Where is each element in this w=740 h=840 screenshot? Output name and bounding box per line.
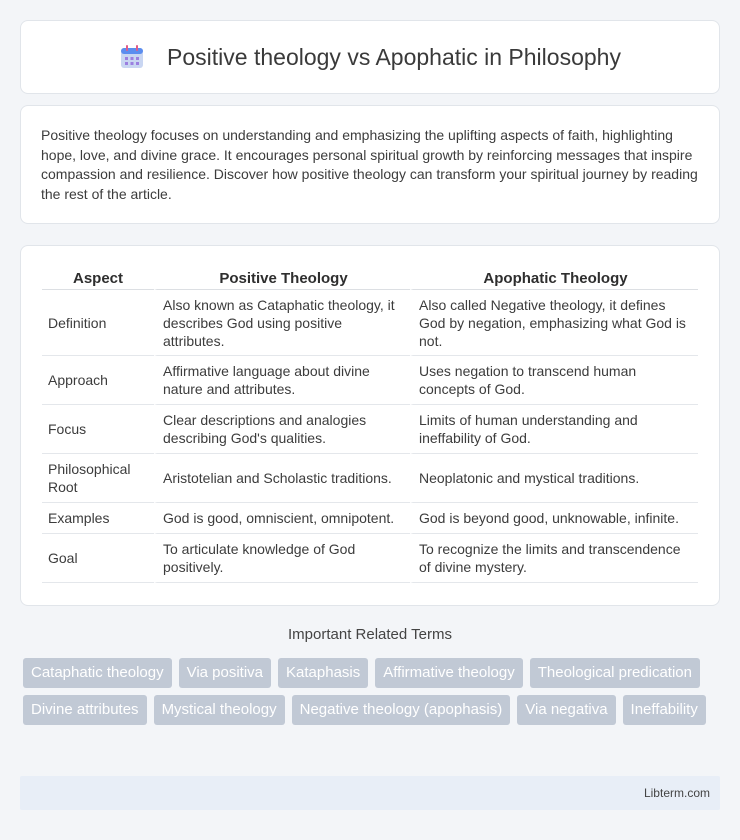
related-term-tag[interactable]: Affirmative theology [375,658,522,688]
table-row [42,290,698,356]
table-cell-aspect: Goal [42,534,154,583]
table-row [42,503,698,534]
related-term-tag[interactable]: Mystical theology [154,695,285,725]
comparison-table [42,266,698,583]
column-header-aspect: Aspect [42,266,154,290]
footer [20,776,720,810]
table-cell-positive: Also known as Cataphatic theology, it describes God using positive attributes. [154,290,410,356]
table-cell-positive: God is good, omniscient, omnipotent. [154,503,410,534]
column-header-positive: Positive Theology [154,266,410,290]
table-cell-aspect: Examples [42,503,154,534]
table-row [42,405,698,454]
title-card [20,20,720,94]
table-row [42,356,698,405]
footer-site-link[interactable]: Libterm.com [643,786,710,800]
table-cell-apophatic: Uses negation to transcend human concepts of God. [410,356,698,405]
related-term-tag[interactable]: Via negativa [517,695,615,725]
table-cell-apophatic: To recognize the limits and transcendence of divine mystery. [410,534,698,583]
table-cell-positive: Clear descriptions and analogies describing God's qualities. [154,405,410,454]
table-cell-apophatic: Also called Negative theology, it defines God by negation, emphasizing what God is not. [410,290,698,356]
table-cell-positive: Affirmative language about divine nature and attributes. [154,356,410,405]
table-cell-apophatic: God is beyond good, unknowable, infinite. [410,503,698,534]
intro-card [20,105,720,224]
table-row [42,534,698,583]
related-terms-list [23,658,723,732]
related-term-tag[interactable]: Kataphasis [278,658,368,688]
related-term-tag[interactable]: Divine attributes [23,695,147,725]
table-cell-apophatic: Limits of human understanding and ineffability of God. [410,405,698,454]
table-cell-aspect: Definition [42,290,154,356]
table-header-row [42,266,698,290]
table-cell-aspect: Approach [42,356,154,405]
table-cell-aspect: Focus [42,405,154,454]
intro-text: Positive theology focuses on understanding and emphasizing the uplifting aspects of faith, highlighting hope, love, and divine grace. It encourages personal spiritual growth by reinforcing messages that inspire compassion and resilience. Discover how positive theology can transform your spiritual journey by reading the rest of the article. [41,127,698,202]
related-term-tag[interactable]: Negative theology (apophasis) [292,695,511,725]
table-cell-apophatic: Neoplatonic and mystical traditions. [410,454,698,503]
comparison-table-card [20,245,720,606]
table-cell-positive: Aristotelian and Scholastic traditions. [154,454,410,503]
table-cell-positive: To articulate knowledge of God positively. [154,534,410,583]
related-term-tag[interactable]: Ineffability [623,695,706,725]
table-row [42,454,698,503]
related-terms-title: Important Related Terms [288,626,452,643]
table-cell-aspect: Philosophical Root [42,454,154,503]
related-term-tag[interactable]: Via positiva [179,658,271,688]
related-term-tag[interactable]: Cataphatic theology [23,658,172,688]
calendar-icon [119,44,145,70]
page-title: Positive theology vs Apophatic in Philosophy [167,43,621,70]
column-header-apophatic: Apophatic Theology [410,266,698,290]
related-term-tag[interactable]: Theological predication [530,658,700,688]
